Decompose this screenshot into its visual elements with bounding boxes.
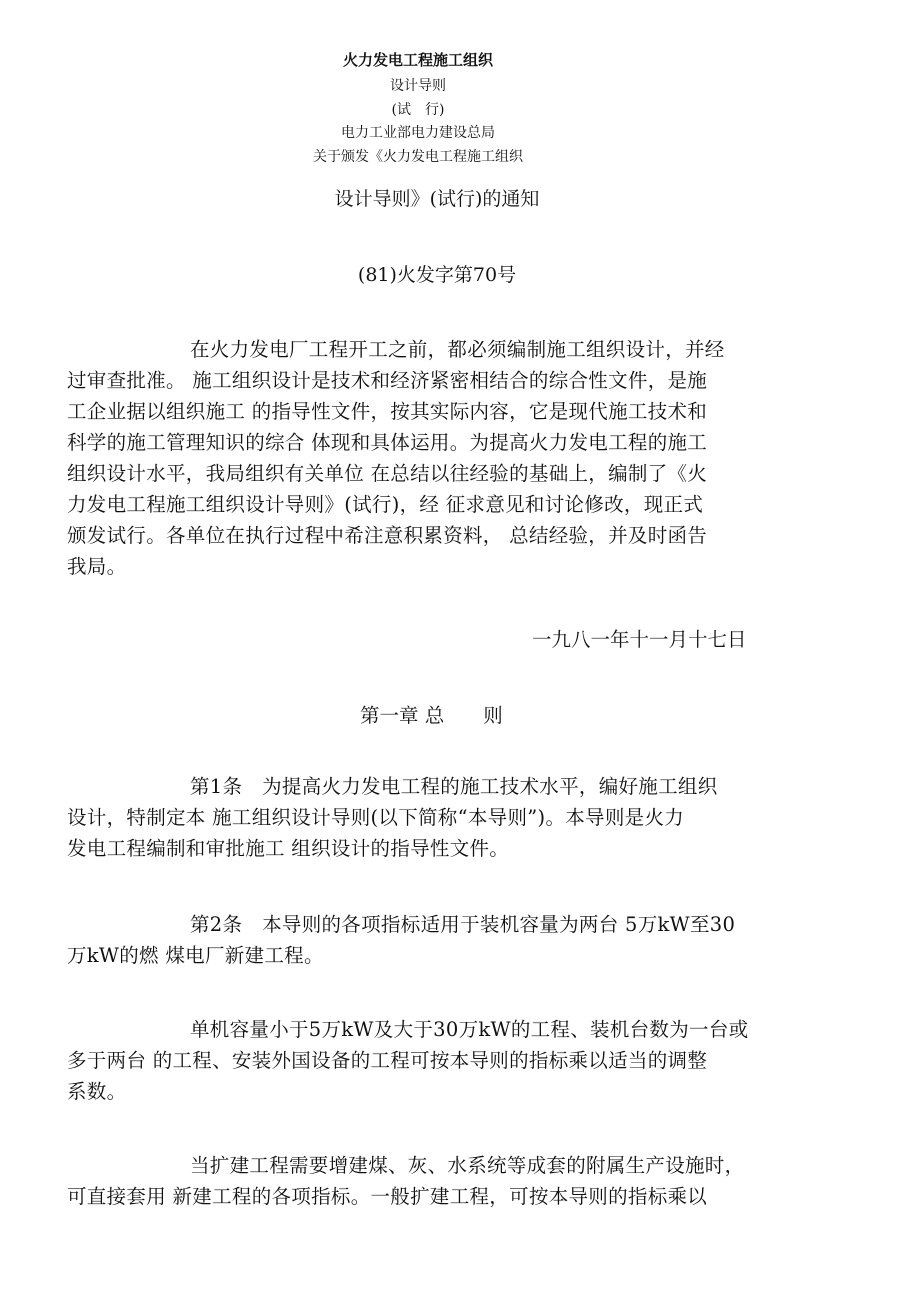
trial-label: (试 行) xyxy=(391,102,445,118)
chapter-title: 第一章 总 则 xyxy=(360,704,503,727)
paragraph-line: 第1条 为提高火力发电工程的施工技术水平，编好施工组织 xyxy=(190,775,718,798)
issuer: 电力工业部电力建设总局 xyxy=(341,125,495,141)
paragraph-line: 可直接套用 新建工程的各项指标。一般扩建工程，可按本导则的指标乘以 xyxy=(67,1185,708,1208)
paragraph-line: 多于两台 的工程、安装外国设备的工程可按本导则的指标乘以适当的调整 xyxy=(67,1049,708,1072)
paragraph-line: 当扩建工程需要增建煤、灰、水系统等成套的附属生产设施时， xyxy=(190,1154,745,1177)
document-title: 火力发电工程施工组织 xyxy=(342,51,493,69)
issue-date: 一九八一年十一月十七日 xyxy=(532,628,747,651)
paragraph-line: 万kW的燃 煤电厂新建工程。 xyxy=(67,944,324,967)
paragraph-line: 设计，特制定本 施工组织设计导则(以下简称“本导则”)。本导则是火力 xyxy=(67,806,685,829)
notice-title-line1: 关于颁发《火力发电工程施工组织 xyxy=(313,149,523,165)
paragraph-line: 力发电工程施工组织设计导则》(试行)，经 征求意见和讨论修改，现正式 xyxy=(67,493,704,516)
paragraph-line: 在火力发电厂工程开工之前，都必须编制施工组织设计，并经 xyxy=(190,338,725,361)
paragraph-line: 发电工程编制和审批施工 组织设计的指导性文件。 xyxy=(67,837,510,860)
paragraph-line: 组织设计水平，我局组织有关单位 在总结以往经验的基础上，编制了《火 xyxy=(67,462,708,485)
paragraph-line: 第2条 本导则的各项指标适用于装机容量为两台 5万kW至30 xyxy=(190,913,736,936)
notice-title-line2: 设计导则》(试行)的通知 xyxy=(334,188,540,210)
paragraph-line: 单机容量小于5万kW及大于30万kW的工程、装机台数为一台或 xyxy=(190,1018,749,1041)
paragraph-line: 系数。 xyxy=(67,1080,127,1103)
document-subtitle: 设计导则 xyxy=(390,78,446,94)
paragraph-line: 科学的施工管理知识的综合 体现和具体运用。为提高火力发电工程的施工 xyxy=(67,431,708,454)
document-number: (81)火发字第70号 xyxy=(357,264,517,286)
paragraph-line: 我局。 xyxy=(67,555,127,578)
paragraph-line: 过审查批准。 施工组织设计是技术和经济紧密相结合的综合性文件，是施 xyxy=(67,369,708,392)
paragraph-line: 颁发试行。各单位在执行过程中希注意积累资料， 总结经验，并及时函告 xyxy=(67,524,708,547)
paragraph-line: 工企业据以组织施工 的指导性文件，按其实际内容，它是现代施工技术和 xyxy=(67,400,708,423)
